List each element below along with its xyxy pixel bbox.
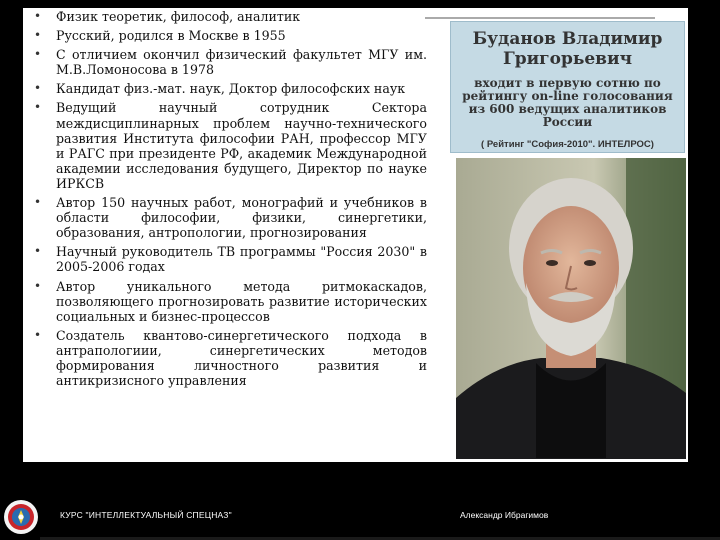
bullet-item: • Автор уникального метода ритмокаскадов, позволяющего прогнозировать развитие исторических социальных и бизнес-процессов	[23, 279, 427, 324]
bullet-item: • Русский, родился в Москве в 1955	[23, 28, 427, 43]
course-title: КУРС "ИНТЕЛЛЕКТУАЛЬНЫЙ СПЕЦНАЗ"	[60, 510, 232, 520]
footer	[0, 490, 720, 540]
author-name: Александр Ибрагимов	[460, 510, 549, 520]
bullet-item: • Создатель квантово-синергетического подхода в антрапологиии, синергетических методов формирования личностного развития и антикризисного управления	[23, 328, 427, 388]
name-line: Григорьевич	[502, 49, 633, 69]
rating-source: ( Рейтинг "София-2010". ИНТЕЛРОС)	[481, 139, 654, 150]
header-strip	[425, 10, 655, 19]
title-box	[450, 21, 685, 153]
bullet-item: • Физик теоретик, философ, аналитик	[23, 9, 427, 24]
portrait-photo	[456, 158, 686, 459]
person-name	[451, 29, 684, 69]
rating-line: рейтингу on-line голосования	[462, 89, 673, 103]
bullet-item: • Кандидат физ.-мат. наук, Доктор философских наук	[23, 81, 427, 96]
rating-line: России	[542, 115, 593, 129]
bullet-item: • С отличием окончил физический факультет МГУ им. М.В.Ломоносова в 1978	[23, 47, 427, 77]
bullet-list	[23, 9, 427, 460]
emblem-logo-icon	[2, 497, 40, 537]
bullet-item: • Научный руководитель ТВ программы "Россия 2030" в 2005-2006 годах	[23, 244, 427, 274]
rating-line: входит в первую сотню по	[474, 76, 661, 90]
name-line: Буданов Владимир	[472, 29, 663, 49]
rating-line: из 600 ведущих аналитиков	[468, 102, 667, 116]
bullet-item: • Ведущий научный сотрудник Сектора междисциплинарных проблем научно-технического развития Института философии РАН, профессор МГУ и РАГС при президенте РФ, академик Международной академии исследования будущего, Директор по науке ИРКСВ	[23, 100, 427, 191]
bullet-item: • Автор 150 научных работ, монографий и учебников в области философии, физики, синергетики, образования, антропологии, прогнозирования	[23, 195, 427, 240]
rating-text	[451, 77, 684, 129]
